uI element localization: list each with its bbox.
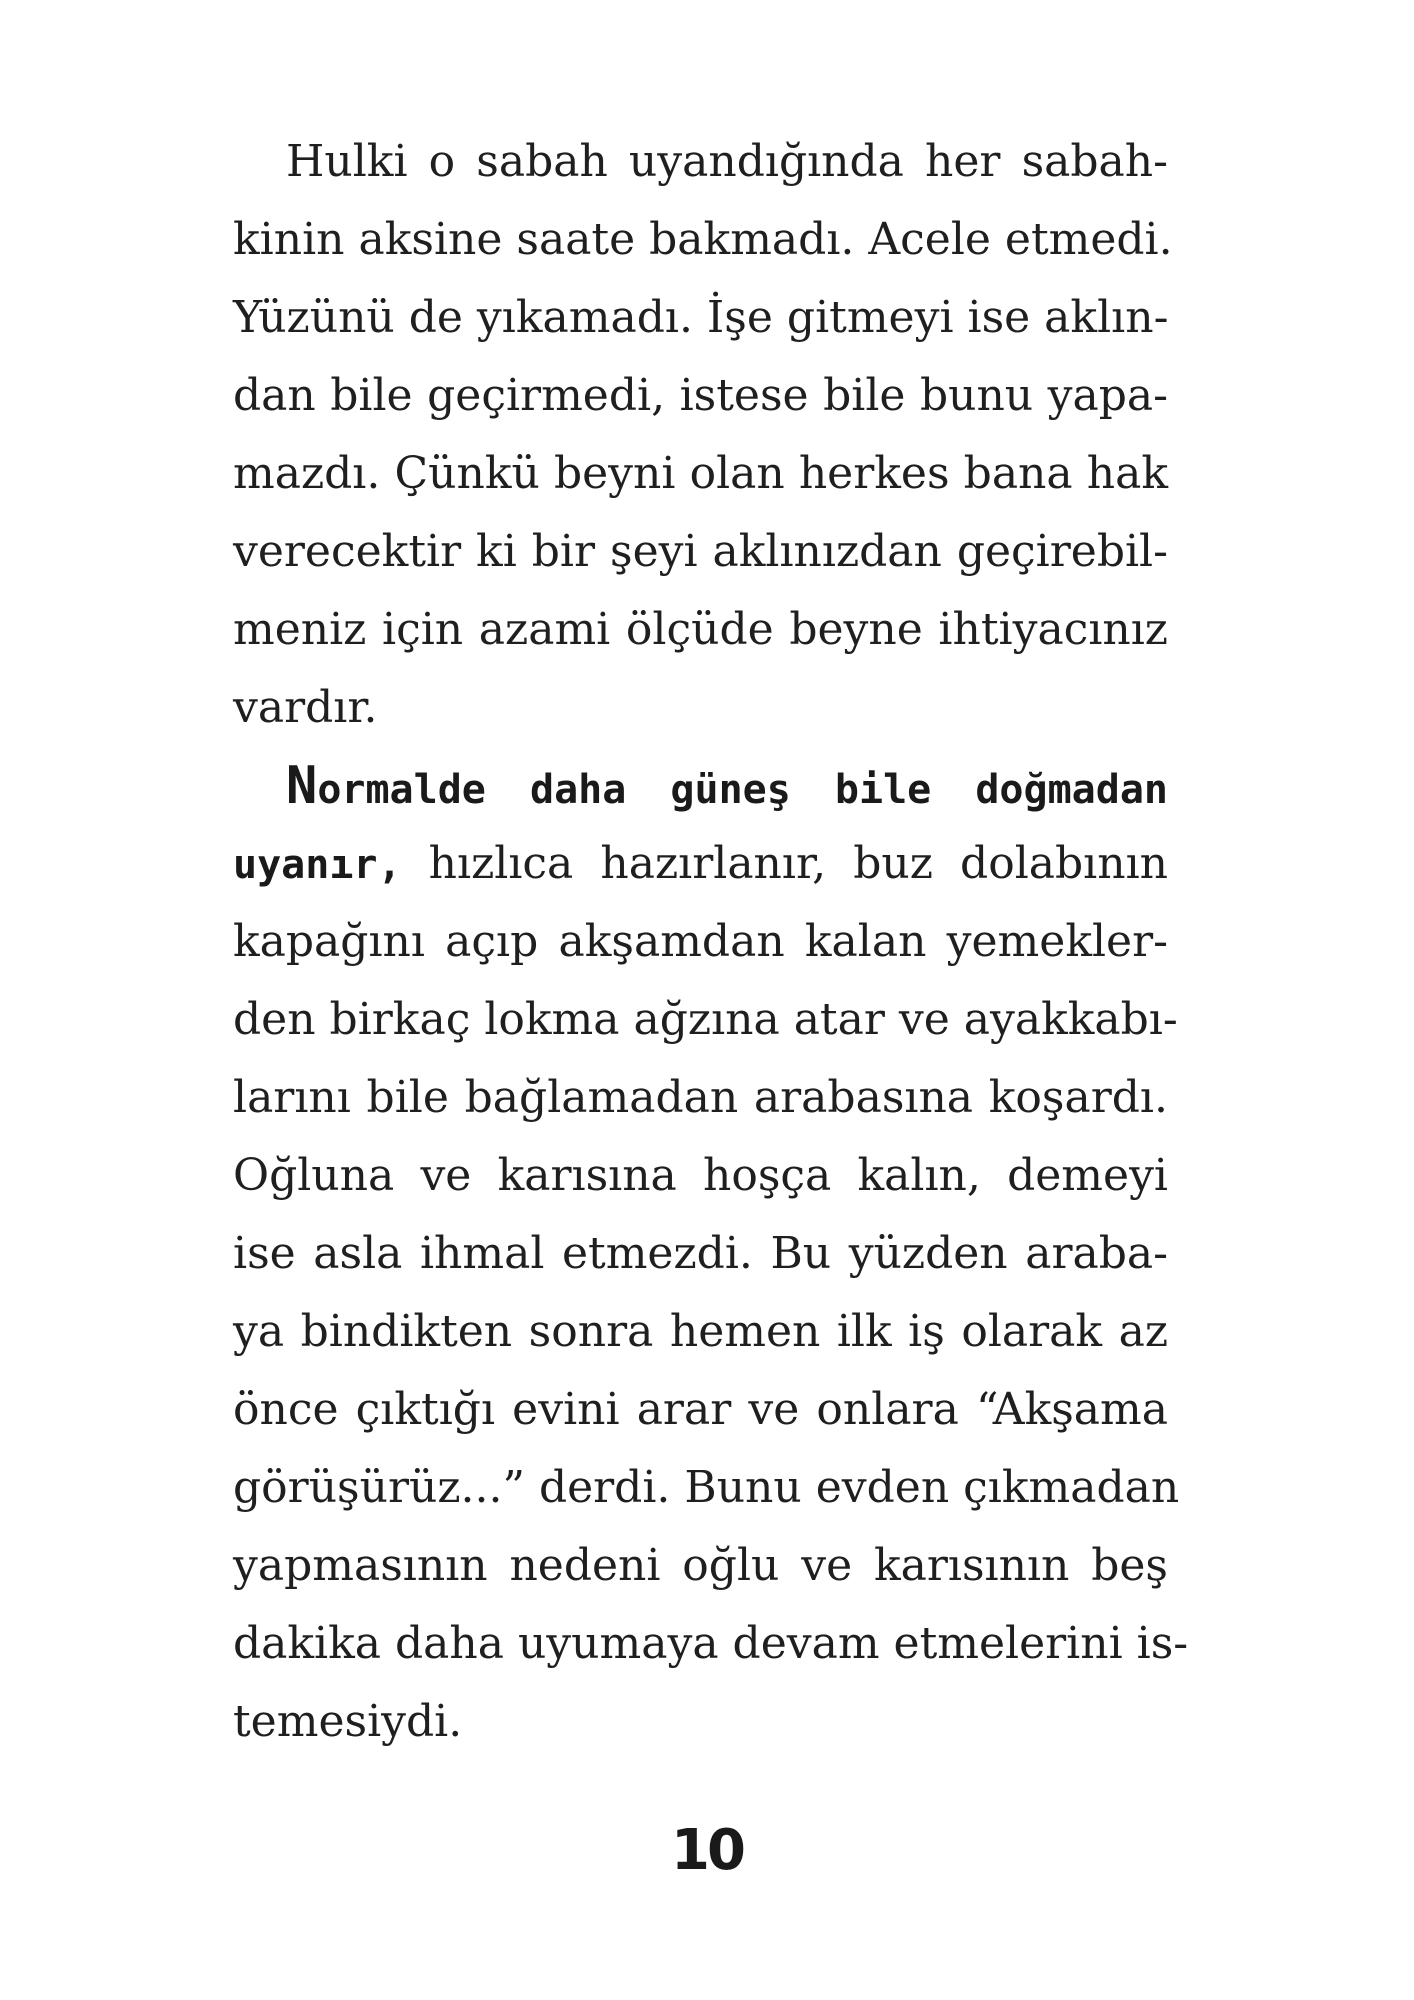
paragraph-2-line-10: görüşürüz...” derdi. Bunu evden çıkmadan xyxy=(233,1462,1180,1513)
paragraph-2-line-4: den birkaç lokma ağzına atar ve ayakkabı- xyxy=(233,994,1178,1045)
paragraph-2-line-2 xyxy=(233,824,1168,904)
paragraph-2-line-3: kapağını açıp akşamdan kalan yemekler- xyxy=(233,916,1168,967)
handwritten-phrase-part-1: ormalde daha güneş bile doğmadan xyxy=(317,767,1168,813)
paragraph-1-line-7: meniz için azami ölçüde beyne ihtiyacınız xyxy=(233,604,1168,655)
paragraph-2-line-7: ise asla ihmal etmezdi. Bu yüzden araba- xyxy=(233,1228,1168,1279)
page-number: 10 xyxy=(671,1818,743,1883)
paragraph-1-line-6: verecektir ki bir şeyi aklınızdan geçirebil- xyxy=(233,526,1168,577)
paragraph-1-line-2: kinin aksine saate bakmadı. Acele etmedi. xyxy=(233,214,1173,265)
paragraph-1-line-1: Hulki o sabah uyandığında her sabah- xyxy=(286,136,1168,187)
handwritten-initial: N xyxy=(286,756,318,816)
paragraph-2-line-2-text: hızlıca hazırlanır, buz dolabının xyxy=(401,838,1168,889)
paragraph-1-line-3: Yüzünü de yıkamadı. İşe gitmeyi ise aklın- xyxy=(233,292,1169,343)
paragraph-2-line-9: önce çıktığı evini arar ve onlara “Akşama xyxy=(233,1384,1168,1435)
paragraph-2-line-5: larını bile bağlamadan arabasına koşardı. xyxy=(233,1072,1168,1123)
paragraph-2-line-1 xyxy=(286,746,1168,826)
paragraph-2-line-13: temesiydi. xyxy=(233,1696,463,1747)
paragraph-1-line-8: vardır. xyxy=(233,682,378,733)
handwritten-phrase-part-2: uyanır, xyxy=(233,842,402,888)
paragraph-2-line-12: dakika daha uyumaya devam etmelerini is- xyxy=(233,1618,1189,1669)
paragraph-2-line-11: yapmasının nedeni oğlu ve karısının beş xyxy=(233,1540,1168,1591)
paragraph-2-line-6: Oğluna ve karısına hoşça kalın, demeyi xyxy=(233,1150,1168,1201)
paragraph-2-line-8: ya bindikten sonra hemen ilk iş olarak az xyxy=(233,1306,1168,1357)
paragraph-1-line-4: dan bile geçirmedi, istese bile bunu yapa- xyxy=(233,370,1168,421)
paragraph-1-line-5: mazdı. Çünkü beyni olan herkes bana hak xyxy=(233,448,1168,499)
